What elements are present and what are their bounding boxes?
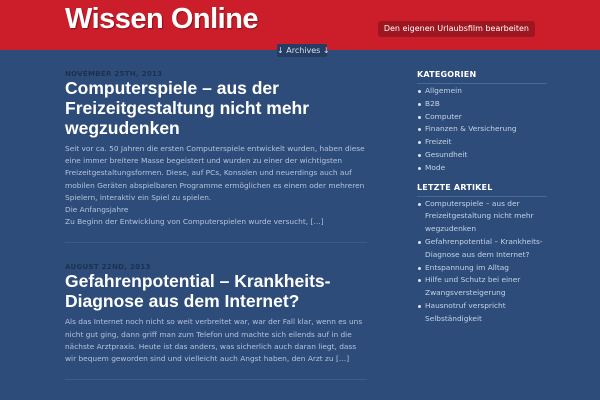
widget-title: LETZTE ARTIKEL bbox=[417, 182, 493, 192]
widget-divider bbox=[417, 83, 547, 84]
recent-post-link[interactable]: Hausnotruf verspricht Selbständigkeit bbox=[417, 300, 547, 326]
category-link-b2b[interactable]: B2B bbox=[417, 98, 547, 111]
sidebar bbox=[417, 70, 547, 326]
recent-post-link[interactable]: Entspannung im Alltag bbox=[417, 262, 547, 275]
category-link-finanzen[interactable]: Finanzen & Versicherung bbox=[417, 123, 547, 136]
categories-widget bbox=[417, 70, 547, 175]
post-title-link[interactable]: Computerspiele – aus der Freizeitgestaltung nicht mehr wegzudenken bbox=[65, 78, 310, 138]
post-excerpt bbox=[65, 316, 367, 365]
edit-urlaubsfilm-button[interactable]: Den eigenen Urlaubsfilm bearbeiten bbox=[378, 21, 535, 37]
recent-posts-list bbox=[417, 198, 547, 326]
post-title-link[interactable]: Gefahrenpotential – Krankheits-Diagnose aus dem Internet? bbox=[65, 271, 331, 312]
post-date: NOVEMBER 25TH, 2013 bbox=[65, 70, 163, 78]
category-link-allgemein[interactable]: Allgemein bbox=[417, 85, 547, 98]
recent-posts-widget bbox=[417, 183, 547, 326]
category-link-gesundheit[interactable]: Gesundheit bbox=[417, 149, 547, 162]
recent-post-link[interactable]: Hilfe und Schutz bei einer Zwangsversteigerung bbox=[417, 274, 547, 300]
post-gefahrenpotential bbox=[65, 263, 367, 365]
site-header bbox=[0, 0, 600, 50]
post-paragraph: Seit vor ca. 50 Jahren die ersten Computerspiele entwickelt wurden, haben diese eine immer breitere Masse begeistert und wurden zu einer der wichtigsten Freizeitgestaltungsformen. Diese, auf PCs, Konsolen und neuerdings auch auf mobilen Geräten abspielbaren Programme ermöglichen es einem oder mehreren Spielern, interaktiv ein Spiel zu spielen. bbox=[65, 144, 365, 202]
post-divider bbox=[65, 379, 367, 380]
category-list bbox=[417, 85, 547, 175]
widget-divider bbox=[417, 196, 547, 197]
post-list bbox=[65, 70, 367, 400]
post-excerpt bbox=[65, 143, 367, 228]
recent-post-link[interactable]: Gefahrenpotential – Krankheits-Diagnose aus dem Internet? bbox=[417, 236, 547, 262]
category-link-freizeit[interactable]: Freizeit bbox=[417, 136, 547, 149]
category-link-computer[interactable]: Computer bbox=[417, 111, 547, 124]
category-link-mode[interactable]: Mode bbox=[417, 162, 547, 175]
post-date: AUGUST 22ND, 2013 bbox=[65, 263, 151, 272]
post-paragraph: Als das Internet noch nicht so weit verbreitet war, war der Fall klar, wenn es uns nicht gut ging, dann griff man zum Telefon und machte sich eilends auf in die nächste Arztpraxis. Heute ist das anders, was sicherlich auch daran liegt, dass wir bequem geworden sind und vielleicht auch Angst haben, den Arzt zu […] bbox=[65, 317, 363, 364]
site-title[interactable]: Wissen Online bbox=[65, 3, 259, 35]
recent-post-link[interactable]: Computerspiele – aus der Freizeitgestaltung nicht mehr wegzudenken bbox=[417, 198, 547, 236]
widget-title: KATEGORIEN bbox=[417, 70, 477, 79]
post-divider bbox=[65, 242, 367, 243]
post-computerspiele bbox=[65, 70, 367, 228]
post-subheading: Die Anfangsjahre bbox=[65, 205, 129, 215]
archives-toggle-button[interactable]: ↓ Archives ↓ bbox=[277, 46, 330, 55]
post-paragraph: Zu Beginn der Entwicklung von Computerspielen wurde versucht, […] bbox=[65, 217, 324, 227]
